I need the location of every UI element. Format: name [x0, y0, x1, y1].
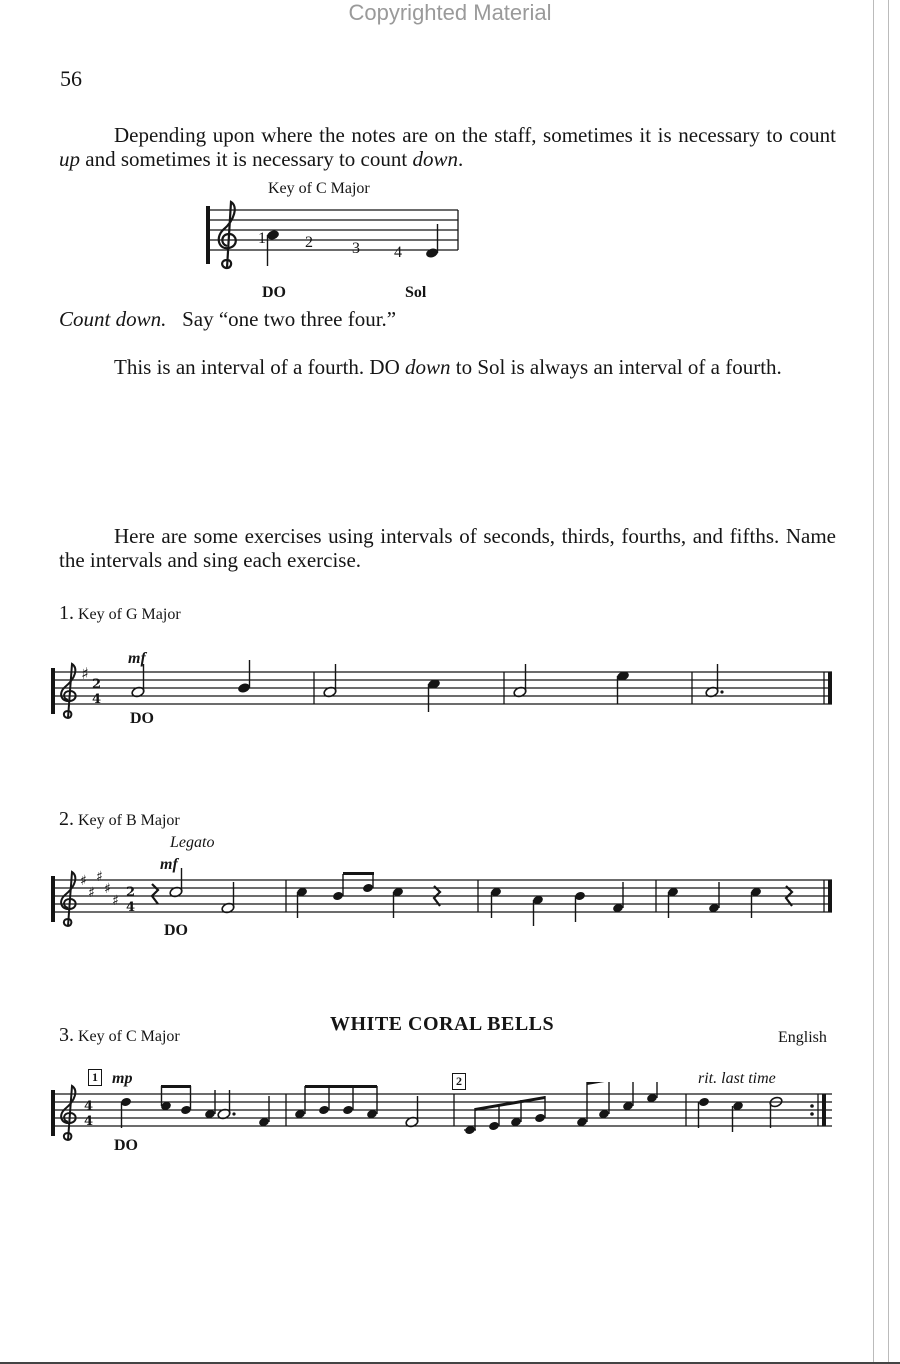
- sol-label: Sol: [405, 284, 427, 301]
- time-sig-top: 2: [92, 677, 102, 692]
- intro-up: up: [59, 147, 80, 171]
- count-1: 1: [258, 230, 266, 247]
- fourth-paragraph: [59, 355, 836, 379]
- svg-text:♯: ♯: [88, 885, 95, 901]
- time-sig-bottom: 4: [92, 692, 102, 707]
- exercise-2-header: [59, 808, 180, 831]
- ritardando: rit. last time: [698, 1070, 776, 1087]
- do-label: DO: [130, 710, 154, 727]
- intro-paragraph: [59, 123, 836, 171]
- song-origin: English: [778, 1029, 827, 1046]
- exercise-1-staff: [48, 660, 838, 726]
- bracket: [206, 206, 210, 264]
- svg-text:♯: ♯: [96, 869, 103, 885]
- fourth-down: down: [405, 355, 451, 379]
- svg-text:♯: ♯: [112, 893, 119, 909]
- svg-text:♯: ♯: [80, 873, 87, 889]
- intro-text-mid: and sometimes it is necessary to count: [80, 147, 413, 171]
- exercise-3-staff: [48, 1082, 838, 1148]
- svg-text:♯: ♯: [81, 664, 89, 683]
- exercise-1-header: [59, 602, 181, 625]
- do-label: DO: [262, 284, 286, 301]
- count-3: 3: [352, 240, 360, 257]
- tempo-legato: Legato: [170, 834, 215, 851]
- count-2: 2: [305, 234, 313, 251]
- exercise-number: 3.: [59, 1024, 74, 1046]
- svg-text:♯: ♯: [104, 881, 111, 897]
- time-sig-top: 4: [84, 1099, 94, 1114]
- do-label: DO: [164, 922, 188, 939]
- dynamic-mp: mp: [112, 1070, 133, 1087]
- intro-text: Depending upon where the notes are on the staff, sometimes it is necessary to count: [114, 123, 836, 147]
- exercise-3-header: [59, 1024, 180, 1047]
- count-down-text: Count down.: [59, 307, 167, 331]
- treble-clef-icon: [219, 202, 236, 268]
- dynamic-mf: mf: [128, 650, 146, 667]
- watermark: Copyrighted Material: [348, 0, 552, 25]
- say-text: Say “one two three four.”: [182, 307, 397, 331]
- example-staff: [203, 196, 468, 284]
- count-line: [59, 307, 836, 331]
- time-sig-top: 2: [126, 885, 136, 900]
- count-4: 4: [394, 244, 402, 261]
- exercise-number: 2.: [59, 808, 74, 830]
- page-edge-line: [888, 0, 889, 1364]
- exercise-key: Key of B Major: [78, 812, 180, 829]
- page-edge-line: [873, 0, 874, 1364]
- rehearsal-mark-1: 1: [88, 1069, 102, 1086]
- exercises-intro: Here are some exercises using intervals of seconds, thirds, fourths, and fifths. Name the intervals and sing each exercise.: [59, 524, 836, 572]
- example-key-label: Key of C Major: [268, 180, 370, 197]
- time-sig-bottom: 4: [84, 1114, 94, 1129]
- intro-down: down: [412, 147, 458, 171]
- fourth-text: This is an interval of a fourth. DO: [114, 355, 406, 379]
- fourth-text-after: to Sol is always an interval of a fourth.: [450, 355, 782, 379]
- time-sig-bottom: 4: [126, 900, 136, 915]
- rehearsal-mark-2: 2: [452, 1073, 466, 1090]
- page-number: 56: [60, 66, 82, 91]
- do-label: DO: [114, 1137, 138, 1154]
- exercise-key: Key of G Major: [78, 606, 181, 623]
- exercise-key: Key of C Major: [78, 1028, 180, 1045]
- dynamic-mf: mf: [160, 856, 178, 873]
- song-title: WHITE CORAL BELLS: [330, 1013, 555, 1035]
- exercise-number: 1.: [59, 602, 74, 624]
- intro-text-end: .: [457, 147, 464, 171]
